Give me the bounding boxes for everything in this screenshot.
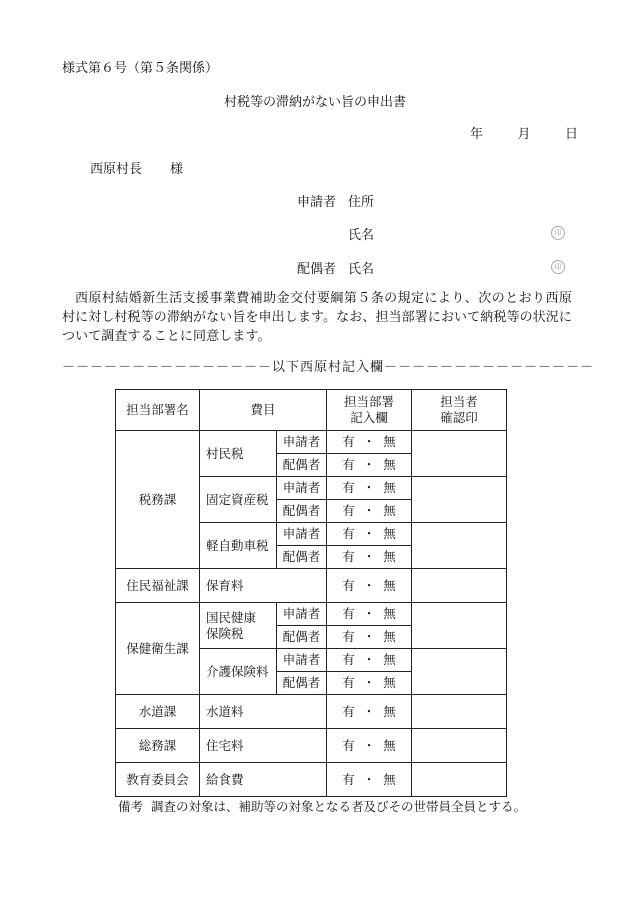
no-option[interactable]: 無	[383, 503, 396, 518]
table-row	[116, 729, 507, 763]
no-option[interactable]: 無	[383, 771, 396, 787]
option-separator: ・	[362, 703, 376, 719]
header-entry-line2: 記入欄	[350, 410, 388, 425]
table-row	[116, 763, 507, 797]
no-option[interactable]: 無	[383, 434, 396, 449]
yes-option[interactable]: 有	[342, 771, 355, 787]
yes-option[interactable]: 有	[342, 457, 355, 472]
confirm-seal-cell[interactable]	[412, 695, 507, 729]
no-option[interactable]: 無	[383, 526, 396, 541]
option-separator: ・	[362, 577, 376, 593]
table-row	[116, 431, 507, 454]
item-cell: 介護保険料	[200, 649, 277, 695]
addressee	[90, 158, 183, 177]
person-cell: 申請者	[277, 603, 327, 626]
date-day-label: 日	[564, 127, 578, 142]
item-cell: 村民税	[200, 431, 277, 477]
yes-no-cell[interactable]	[327, 729, 412, 763]
yes-option[interactable]: 有	[342, 703, 355, 719]
option-separator: ・	[362, 606, 376, 621]
option-separator: ・	[362, 737, 376, 753]
spouse-role-label: 配偶者	[296, 262, 336, 277]
yes-no-cell[interactable]	[327, 672, 412, 695]
yes-no-cell[interactable]	[327, 500, 412, 523]
yes-option[interactable]: 有	[342, 629, 355, 644]
header-confirm-line1: 担当者	[440, 394, 478, 409]
option-separator: ・	[362, 526, 376, 541]
item-cell: 住宅料	[200, 729, 327, 763]
option-separator: ・	[362, 434, 376, 449]
nhi-line2: 保険税	[206, 625, 244, 641]
yes-option[interactable]: 有	[342, 434, 355, 449]
person-cell: 申請者	[277, 431, 327, 454]
no-option[interactable]: 無	[383, 457, 396, 472]
item-cell: 固定資産税	[200, 477, 277, 523]
tax-check-table	[115, 389, 507, 797]
item-cell: 軽自動車税	[200, 523, 277, 569]
yes-option[interactable]: 有	[342, 652, 355, 667]
applicant-seal-mark: 印	[551, 226, 565, 240]
no-option[interactable]: 無	[383, 675, 396, 690]
header-confirm-line2: 確認印	[440, 410, 478, 425]
header-department: 担当部署名	[116, 390, 200, 431]
no-option[interactable]: 無	[383, 606, 396, 621]
table-header-row	[116, 390, 507, 431]
yes-no-cell[interactable]	[327, 431, 412, 454]
nhi-line1: 国民健康	[206, 609, 257, 625]
dept-cell: 教育委員会	[116, 763, 200, 797]
form-number: 様式第６号（第５条関係）	[62, 61, 219, 76]
dept-cell: 税務課	[116, 431, 200, 569]
yes-no-cell[interactable]	[327, 477, 412, 500]
yes-option[interactable]: 有	[342, 577, 355, 593]
dept-cell: 総務課	[116, 729, 200, 763]
person-cell: 配偶者	[277, 454, 327, 477]
table-row	[116, 695, 507, 729]
yes-no-cell[interactable]	[327, 695, 412, 729]
option-separator: ・	[362, 549, 376, 564]
no-option[interactable]: 無	[383, 737, 396, 753]
yes-option[interactable]: 有	[342, 549, 355, 564]
yes-no-cell[interactable]	[327, 626, 412, 649]
no-option[interactable]: 無	[383, 652, 396, 667]
yes-no-cell[interactable]	[327, 569, 412, 603]
yes-no-cell[interactable]	[327, 763, 412, 797]
option-separator: ・	[362, 771, 376, 787]
dept-cell: 住民福祉課	[116, 569, 200, 603]
header-entry-line1: 担当部署	[344, 394, 395, 409]
confirm-seal-cell[interactable]	[412, 763, 507, 797]
yes-option[interactable]: 有	[342, 503, 355, 518]
declaration-text: 西原村結婚新生活支援事業費補助金交付要綱第５条の規定により、次のとおり西原村に対し村税等の滞納がない旨を申出します。なお、担当部署において納税等の状況について調査することに同意します。	[62, 291, 572, 344]
date-year-label: 年	[470, 127, 484, 142]
yes-option[interactable]: 有	[342, 606, 355, 621]
no-option[interactable]: 無	[383, 703, 396, 719]
item-cell: 給食費	[200, 763, 327, 797]
date-line	[470, 123, 578, 142]
option-separator: ・	[362, 480, 376, 495]
item-cell: 保育料	[200, 569, 327, 603]
dept-cell: 水道課	[116, 695, 200, 729]
person-cell: 配偶者	[277, 626, 327, 649]
table-row	[116, 569, 507, 603]
person-cell: 申請者	[277, 649, 327, 672]
item-cell	[200, 603, 277, 649]
option-separator: ・	[362, 629, 376, 644]
village-use-separator: －－－－－－－－－－－－－－－以下西原村記入欄－－－－－－－－－－－－－－－	[62, 360, 595, 375]
remark-label: 備考	[118, 799, 144, 814]
yes-no-cell[interactable]	[327, 546, 412, 569]
option-separator: ・	[362, 652, 376, 667]
yes-no-cell[interactable]	[327, 454, 412, 477]
confirm-seal-cell[interactable]	[412, 569, 507, 603]
yes-option[interactable]: 有	[342, 675, 355, 690]
no-option[interactable]: 無	[383, 629, 396, 644]
confirm-seal-cell[interactable]	[412, 477, 507, 523]
yes-option[interactable]: 有	[342, 737, 355, 753]
no-option[interactable]: 無	[383, 549, 396, 564]
person-cell: 配偶者	[277, 500, 327, 523]
confirm-seal-cell[interactable]	[412, 649, 507, 695]
spouse-name-label: 氏名	[348, 262, 375, 277]
dept-cell: 保健衛生課	[116, 603, 200, 695]
header-confirm	[412, 390, 507, 431]
spouse-seal-mark: 印	[551, 260, 565, 274]
no-option[interactable]: 無	[383, 577, 396, 593]
applicant-address-label: 住所	[348, 195, 375, 210]
addressee-honorific: 様	[170, 162, 184, 177]
addressee-name: 西原村長	[90, 162, 143, 177]
header-item: 費目	[200, 390, 327, 431]
date-month-label: 月	[517, 127, 531, 142]
yes-no-cell[interactable]	[327, 523, 412, 546]
yes-option[interactable]: 有	[342, 526, 355, 541]
yes-no-cell[interactable]	[327, 603, 412, 626]
applicant-role-label: 申請者	[296, 195, 336, 210]
remark	[118, 797, 526, 815]
confirm-seal-cell[interactable]	[412, 729, 507, 763]
option-separator: ・	[362, 503, 376, 518]
no-option[interactable]: 無	[383, 480, 396, 495]
person-cell: 申請者	[277, 523, 327, 546]
yes-no-cell[interactable]	[327, 649, 412, 672]
item-cell: 水道料	[200, 695, 327, 729]
header-entry	[327, 390, 412, 431]
person-cell: 申請者	[277, 477, 327, 500]
yes-option[interactable]: 有	[342, 480, 355, 495]
person-cell: 配偶者	[277, 546, 327, 569]
table-row	[116, 603, 507, 626]
confirm-seal-cell[interactable]	[412, 603, 507, 649]
remark-text: 調査の対象は、補助等の対象となる者及びその世帯員全員とする。	[150, 799, 526, 814]
applicant-name-label: 氏名	[348, 228, 375, 243]
option-separator: ・	[362, 457, 376, 472]
confirm-seal-cell[interactable]	[412, 431, 507, 477]
document-title: 村税等の滞納がない旨の申出書	[223, 95, 406, 110]
option-separator: ・	[362, 675, 376, 690]
confirm-seal-cell[interactable]	[412, 523, 507, 569]
person-cell: 配偶者	[277, 672, 327, 695]
